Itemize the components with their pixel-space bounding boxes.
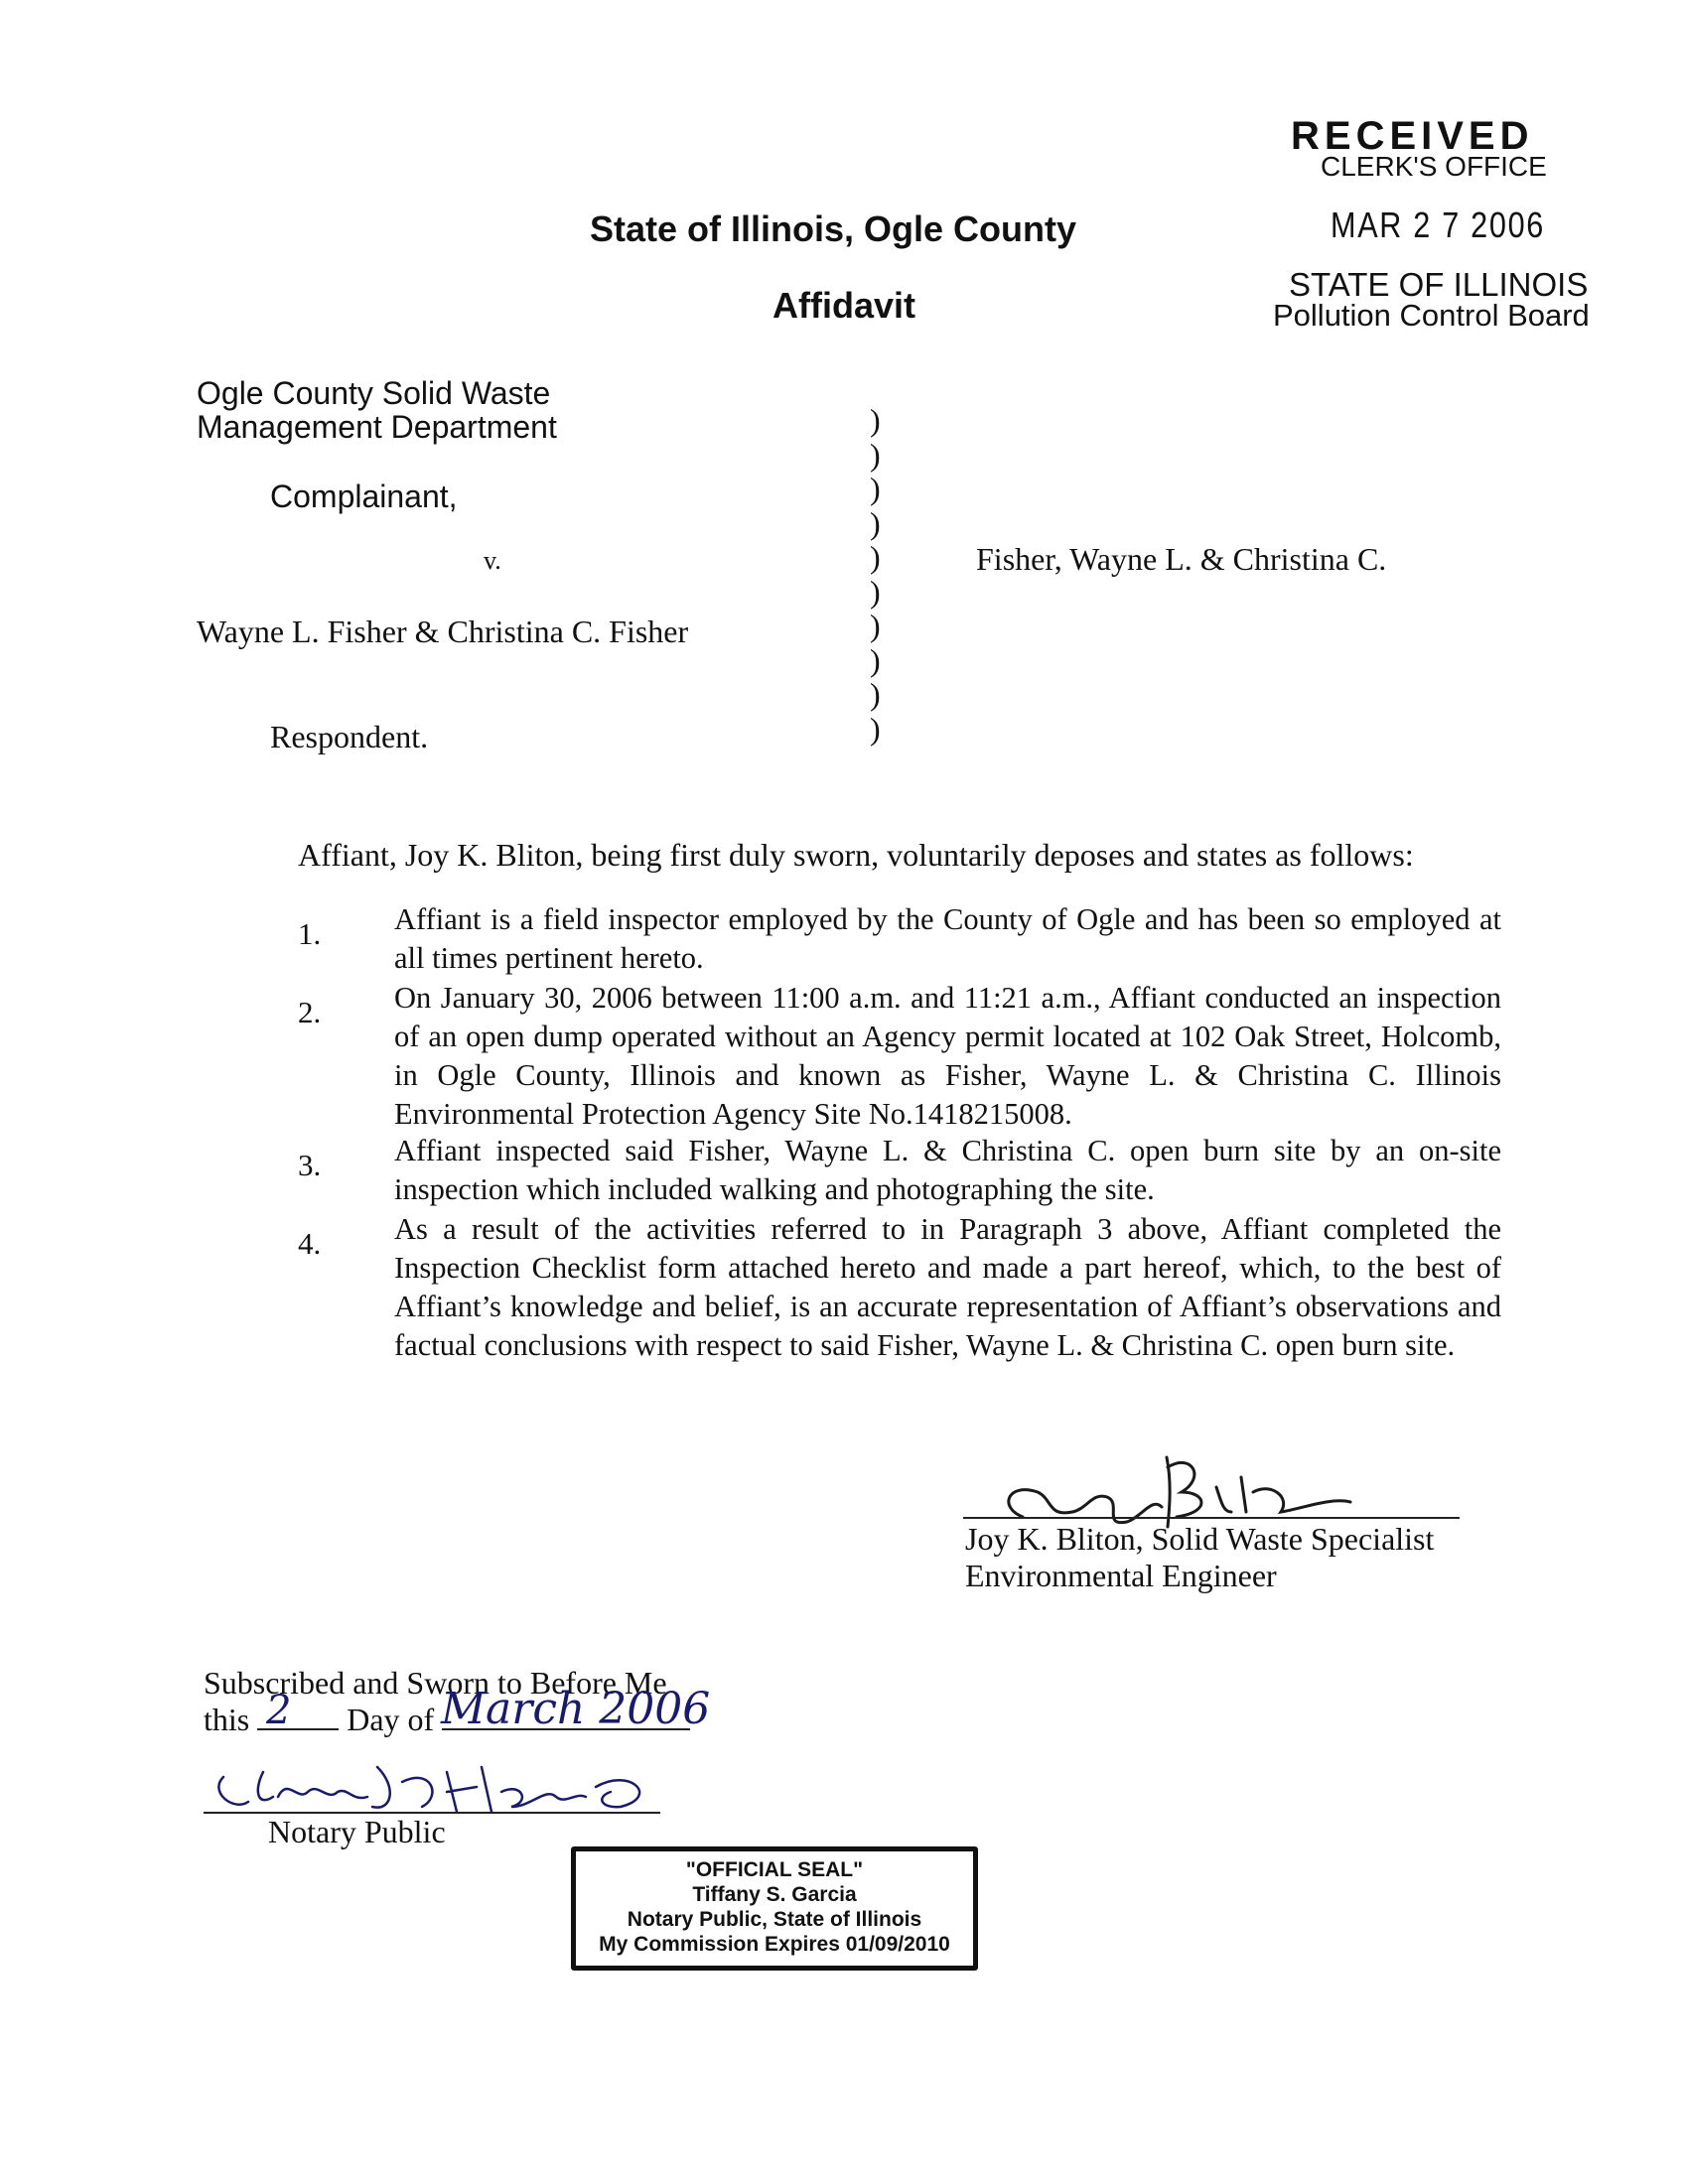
received-stamp-heading: RECEIVED xyxy=(1291,114,1534,158)
received-stamp-state: STATE OF ILLINOIS xyxy=(1289,266,1589,303)
received-stamp-board: Pollution Control Board xyxy=(1273,298,1590,333)
document-subtitle: Affidavit xyxy=(772,285,915,326)
caption-paren: ) xyxy=(870,471,881,506)
caption-paren: ) xyxy=(870,676,881,712)
paragraph-number: 4. xyxy=(298,1226,322,1261)
received-stamp-date: MAR 2 7 2006 xyxy=(1331,205,1546,245)
paragraph-number: 1. xyxy=(298,916,322,951)
caption-paren: ) xyxy=(870,710,881,747)
versus-label: v. xyxy=(484,546,501,575)
handwritten-month-year: March 2006 xyxy=(441,1684,711,1734)
caption-paren: ) xyxy=(870,608,881,643)
case-site-name: Fisher, Wayne L. & Christina C. xyxy=(976,541,1387,577)
received-stamp-clerk: CLERK'S OFFICE xyxy=(1321,151,1547,182)
affidavit-intro: Affiant, Joy K. Bliton, being first duly sworn, voluntarily deposes and states as follows: xyxy=(298,837,1414,873)
notary-public-label: Notary Public xyxy=(268,1814,446,1849)
caption-paren: ) xyxy=(870,504,881,541)
caption-paren: ) xyxy=(870,641,881,678)
complainant-name-line1: Ogle County Solid Waste xyxy=(197,375,551,411)
seal-notary-state: Notary Public, State of Illinois xyxy=(627,1908,922,1931)
caption-parentheses xyxy=(870,403,881,746)
complainant-name-line2: Management Department xyxy=(197,409,557,445)
document-title: State of Illinois, Ogle County xyxy=(590,208,1077,249)
paragraph-text: Affiant inspected said Fisher, Wayne L. & Christina C. open burn site by an on-site inspection which included walking and photographing the site. xyxy=(394,1134,1501,1206)
paragraph-text: Affiant is a field inspector employed by the County of Ogle and has been so employed at all times pertinent hereto. xyxy=(394,902,1501,975)
affiant-name-title: Joy K. Bliton, Solid Waste Specialist xyxy=(965,1521,1435,1557)
paragraph-text: On January 30, 2006 between 11:00 a.m. and 11:21 a.m., Affiant conducted an inspection of an open dump operated without an Agency permit located at 102 Oak Street, Holcomb, in Ogle County, Illinois and known as Fisher, Wayne L. & Christina C. Illinois Environmental Protection Agency Site No.1418215008. xyxy=(394,981,1501,1131)
caption-paren: ) xyxy=(870,402,881,438)
jurat-this-label: this xyxy=(204,1702,250,1737)
handwritten-day: 2 xyxy=(266,1688,292,1733)
paragraph-text: As a result of the activities referred to in Paragraph 3 above, Affiant completed the Inspection Checklist form attached hereto and made a part hereof, which, to the best of Affiant’s knowledge and belief, is an accurate representation of Affiant’s observations and factual conclusions with respect to said Fisher, Wayne L. & Christina C. open burn site. xyxy=(394,1212,1501,1362)
seal-notary-name: Tiffany S. Garcia xyxy=(692,1883,857,1906)
affiant-signature-line xyxy=(963,1517,1460,1519)
caption-paren: ) xyxy=(870,573,881,610)
jurat-line: Subscribed and Sworn to Before Me xyxy=(204,1665,667,1701)
complainant-role: Complainant, xyxy=(270,478,458,514)
official-seal-stamp xyxy=(571,1846,978,1971)
respondent-name: Wayne L. Fisher & Christina C. Fisher xyxy=(197,614,689,649)
respondent-role: Respondent. xyxy=(270,719,429,754)
caption-paren: ) xyxy=(870,539,881,575)
affiant-position: Environmental Engineer xyxy=(965,1558,1277,1593)
seal-commission-expiry: My Commission Expires 01/09/2010 xyxy=(599,1933,950,1956)
jurat-day-of-label: Day of xyxy=(347,1702,435,1737)
seal-heading: "OFFICIAL SEAL" xyxy=(685,1858,864,1881)
paragraph-number: 2. xyxy=(298,995,322,1029)
caption-paren: ) xyxy=(870,436,881,473)
paragraph-number: 3. xyxy=(298,1148,322,1182)
